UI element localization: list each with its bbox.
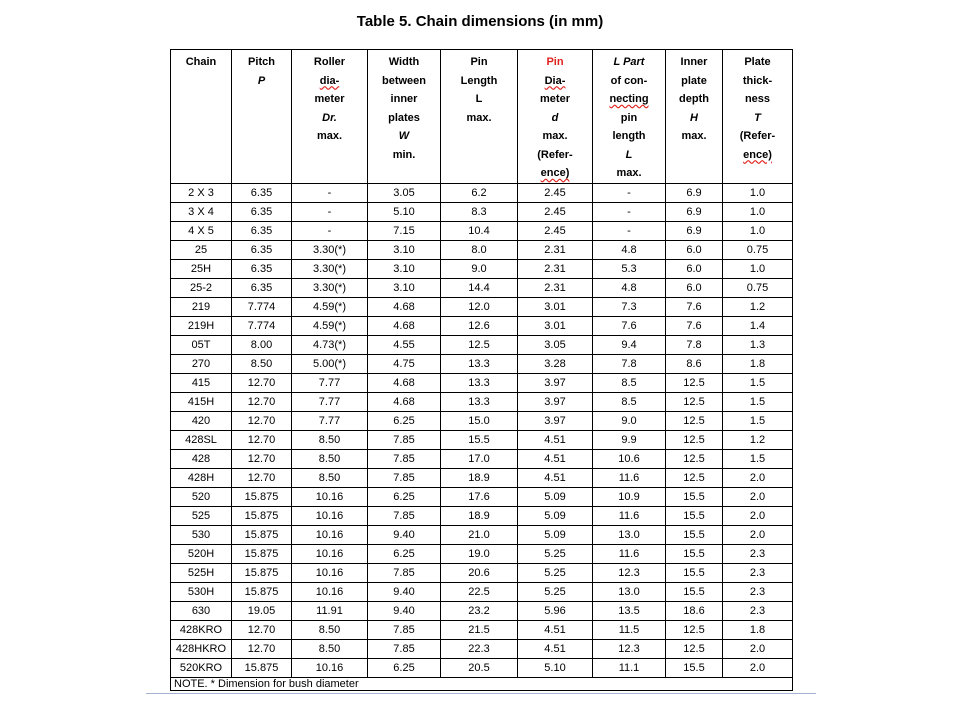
cell-pin-length: 10.4 xyxy=(441,221,518,240)
cell-plate-thickness: 2.0 xyxy=(723,525,793,544)
cell-pitch: 12.70 xyxy=(232,373,292,392)
cell-roller-diameter: 4.59(*) xyxy=(292,297,368,316)
cell-pin-length: 13.3 xyxy=(441,392,518,411)
cell-pitch: 12.70 xyxy=(232,468,292,487)
cell-plate-thickness: 0.75 xyxy=(723,278,793,297)
cell-pin-length: 6.2 xyxy=(441,183,518,202)
cell-roller-diameter: 10.16 xyxy=(292,582,368,601)
table-row xyxy=(171,335,793,354)
cell-pin-diameter: 5.10 xyxy=(518,658,593,677)
cell-l-part: 8.5 xyxy=(593,373,666,392)
table-row xyxy=(171,316,793,335)
cell-l-part: 11.5 xyxy=(593,620,666,639)
cell-l-part: 10.9 xyxy=(593,487,666,506)
table-row xyxy=(171,240,793,259)
cell-width: 7.85 xyxy=(368,563,441,582)
cell-l-part: 4.8 xyxy=(593,278,666,297)
cell-chain: 25H xyxy=(171,259,232,278)
cell-chain: 25-2 xyxy=(171,278,232,297)
cell-roller-diameter: 10.16 xyxy=(292,487,368,506)
cell-l-part: 7.6 xyxy=(593,316,666,335)
cell-plate-thickness: 1.2 xyxy=(723,297,793,316)
header-plate-thickness: Plate thick- ness T (Refer- ence) xyxy=(723,50,793,184)
cell-pin-diameter: 5.09 xyxy=(518,525,593,544)
cell-pin-length: 8.3 xyxy=(441,202,518,221)
cell-l-part: - xyxy=(593,202,666,221)
cell-inner-depth: 6.0 xyxy=(666,259,723,278)
cell-pin-length: 20.5 xyxy=(441,658,518,677)
cell-chain: 520H xyxy=(171,544,232,563)
cell-pitch: 6.35 xyxy=(232,183,292,202)
cell-pin-diameter: 4.51 xyxy=(518,430,593,449)
cell-plate-thickness: 0.75 xyxy=(723,240,793,259)
cell-pin-length: 17.0 xyxy=(441,449,518,468)
cell-pitch: 12.70 xyxy=(232,449,292,468)
cell-width: 7.15 xyxy=(368,221,441,240)
cell-pin-length: 17.6 xyxy=(441,487,518,506)
cell-chain: 525 xyxy=(171,506,232,525)
cell-roller-diameter: 8.50 xyxy=(292,639,368,658)
cell-chain: 420 xyxy=(171,411,232,430)
cell-pin-length: 13.3 xyxy=(441,354,518,373)
cell-l-part: - xyxy=(593,183,666,202)
cell-width: 4.68 xyxy=(368,316,441,335)
cell-l-part: 11.6 xyxy=(593,506,666,525)
chain-dimensions-table xyxy=(170,49,793,691)
cell-inner-depth: 15.5 xyxy=(666,506,723,525)
cell-pin-diameter: 3.01 xyxy=(518,297,593,316)
cell-l-part: 12.3 xyxy=(593,639,666,658)
cell-plate-thickness: 2.0 xyxy=(723,468,793,487)
cell-width: 7.85 xyxy=(368,639,441,658)
table-row xyxy=(171,354,793,373)
cell-pin-length: 13.3 xyxy=(441,373,518,392)
cell-inner-depth: 12.5 xyxy=(666,430,723,449)
cell-roller-diameter: 10.16 xyxy=(292,658,368,677)
cell-inner-depth: 8.6 xyxy=(666,354,723,373)
table-row xyxy=(171,506,793,525)
cell-pin-diameter: 2.45 xyxy=(518,221,593,240)
cell-pitch: 12.70 xyxy=(232,411,292,430)
cell-l-part: - xyxy=(593,221,666,240)
cell-roller-diameter: - xyxy=(292,202,368,221)
cell-plate-thickness: 2.0 xyxy=(723,639,793,658)
cell-width: 4.55 xyxy=(368,335,441,354)
table-row xyxy=(171,487,793,506)
header-pin-diameter: Pin Dia- meter d max. (Refer- ence) xyxy=(518,50,593,184)
note-row xyxy=(171,677,793,690)
cell-roller-diameter: 11.91 xyxy=(292,601,368,620)
header-chain: Chain xyxy=(171,50,232,184)
table-row xyxy=(171,639,793,658)
cell-pitch: 15.875 xyxy=(232,506,292,525)
table-note: NOTE. * Dimension for bush diameter xyxy=(171,677,793,690)
cell-plate-thickness: 2.0 xyxy=(723,658,793,677)
cell-pitch: 6.35 xyxy=(232,259,292,278)
cell-width: 6.25 xyxy=(368,544,441,563)
cell-pin-diameter: 2.31 xyxy=(518,240,593,259)
cell-plate-thickness: 1.5 xyxy=(723,392,793,411)
cell-inner-depth: 15.5 xyxy=(666,544,723,563)
cell-pin-length: 12.6 xyxy=(441,316,518,335)
cell-plate-thickness: 1.4 xyxy=(723,316,793,335)
cell-l-part: 11.6 xyxy=(593,468,666,487)
cell-pin-length: 9.0 xyxy=(441,259,518,278)
cell-chain: 415H xyxy=(171,392,232,411)
cell-l-part: 9.4 xyxy=(593,335,666,354)
table-row xyxy=(171,658,793,677)
cell-plate-thickness: 1.5 xyxy=(723,373,793,392)
cell-inner-depth: 12.5 xyxy=(666,620,723,639)
cell-pin-length: 23.2 xyxy=(441,601,518,620)
cell-inner-depth: 12.5 xyxy=(666,373,723,392)
cell-pitch: 6.35 xyxy=(232,240,292,259)
cell-inner-depth: 6.9 xyxy=(666,221,723,240)
cell-pitch: 6.35 xyxy=(232,278,292,297)
cell-width: 6.25 xyxy=(368,411,441,430)
cell-chain: 428H xyxy=(171,468,232,487)
cell-plate-thickness: 1.0 xyxy=(723,202,793,221)
cell-plate-thickness: 1.5 xyxy=(723,449,793,468)
cell-roller-diameter: 3.30(*) xyxy=(292,278,368,297)
cell-roller-diameter: 10.16 xyxy=(292,525,368,544)
cell-roller-diameter: 3.30(*) xyxy=(292,240,368,259)
cell-pitch: 6.35 xyxy=(232,221,292,240)
cell-plate-thickness: 1.2 xyxy=(723,430,793,449)
cell-pin-diameter: 3.05 xyxy=(518,335,593,354)
cell-inner-depth: 7.8 xyxy=(666,335,723,354)
cell-pin-diameter: 5.25 xyxy=(518,544,593,563)
cell-inner-depth: 18.6 xyxy=(666,601,723,620)
cell-chain: 630 xyxy=(171,601,232,620)
cell-pitch: 12.70 xyxy=(232,620,292,639)
cell-chain: 415 xyxy=(171,373,232,392)
table-row xyxy=(171,620,793,639)
cell-l-part: 7.8 xyxy=(593,354,666,373)
cell-plate-thickness: 1.3 xyxy=(723,335,793,354)
cell-chain: 530H xyxy=(171,582,232,601)
cell-inner-depth: 12.5 xyxy=(666,411,723,430)
cell-roller-diameter: 10.16 xyxy=(292,544,368,563)
cell-pin-diameter: 2.45 xyxy=(518,202,593,221)
header-inner-plate-depth: Inner plate depth H max. xyxy=(666,50,723,184)
cell-pin-length: 15.5 xyxy=(441,430,518,449)
cell-pin-diameter: 3.01 xyxy=(518,316,593,335)
table-row xyxy=(171,202,793,221)
table-row xyxy=(171,392,793,411)
cell-width: 7.85 xyxy=(368,506,441,525)
cell-inner-depth: 6.9 xyxy=(666,183,723,202)
cell-plate-thickness: 1.8 xyxy=(723,354,793,373)
cell-pin-diameter: 2.31 xyxy=(518,278,593,297)
cell-pitch: 19.05 xyxy=(232,601,292,620)
table-row xyxy=(171,373,793,392)
cell-plate-thickness: 2.3 xyxy=(723,544,793,563)
cell-l-part: 8.5 xyxy=(593,392,666,411)
cell-pitch: 15.875 xyxy=(232,544,292,563)
cell-chain: 428 xyxy=(171,449,232,468)
header-pin-length: Pin Length L max. xyxy=(441,50,518,184)
cell-plate-thickness: 1.8 xyxy=(723,620,793,639)
table-row xyxy=(171,221,793,240)
table-row xyxy=(171,259,793,278)
cell-roller-diameter: 8.50 xyxy=(292,430,368,449)
header-width-between-plates: Width between inner plates W min. xyxy=(368,50,441,184)
cell-pin-diameter: 4.51 xyxy=(518,468,593,487)
cell-roller-diameter: 10.16 xyxy=(292,506,368,525)
cell-pitch: 12.70 xyxy=(232,430,292,449)
cell-plate-thickness: 1.0 xyxy=(723,259,793,278)
cell-chain: 4 X 5 xyxy=(171,221,232,240)
cell-l-part: 4.8 xyxy=(593,240,666,259)
cell-width: 3.10 xyxy=(368,259,441,278)
cell-pin-diameter: 2.45 xyxy=(518,183,593,202)
cell-l-part: 10.6 xyxy=(593,449,666,468)
cell-width: 4.68 xyxy=(368,297,441,316)
cell-chain: 270 xyxy=(171,354,232,373)
cell-chain: 2 X 3 xyxy=(171,183,232,202)
cell-pin-length: 22.5 xyxy=(441,582,518,601)
cell-inner-depth: 15.5 xyxy=(666,658,723,677)
table-row xyxy=(171,582,793,601)
cell-roller-diameter: 8.50 xyxy=(292,449,368,468)
cell-pin-length: 22.3 xyxy=(441,639,518,658)
cell-inner-depth: 6.0 xyxy=(666,278,723,297)
cell-width: 7.85 xyxy=(368,449,441,468)
cell-inner-depth: 15.5 xyxy=(666,563,723,582)
cell-pitch: 15.875 xyxy=(232,563,292,582)
cell-width: 9.40 xyxy=(368,525,441,544)
cell-width: 6.25 xyxy=(368,487,441,506)
cell-pitch: 15.875 xyxy=(232,487,292,506)
cell-l-part: 5.3 xyxy=(593,259,666,278)
table-row xyxy=(171,601,793,620)
header-row xyxy=(171,50,793,184)
cell-chain: 219 xyxy=(171,297,232,316)
cell-pin-length: 12.5 xyxy=(441,335,518,354)
cell-pin-diameter: 4.51 xyxy=(518,449,593,468)
cell-chain: 525H xyxy=(171,563,232,582)
table-row xyxy=(171,449,793,468)
cell-roller-diameter: 4.73(*) xyxy=(292,335,368,354)
cell-pin-diameter: 5.25 xyxy=(518,563,593,582)
cell-l-part: 11.1 xyxy=(593,658,666,677)
cell-inner-depth: 12.5 xyxy=(666,449,723,468)
cell-l-part: 9.0 xyxy=(593,411,666,430)
cell-roller-diameter: 5.00(*) xyxy=(292,354,368,373)
cell-pitch: 8.50 xyxy=(232,354,292,373)
cell-inner-depth: 7.6 xyxy=(666,297,723,316)
cell-width: 7.85 xyxy=(368,430,441,449)
cell-pin-length: 8.0 xyxy=(441,240,518,259)
cell-width: 4.75 xyxy=(368,354,441,373)
cell-inner-depth: 15.5 xyxy=(666,487,723,506)
cell-pitch: 15.875 xyxy=(232,658,292,677)
cell-pitch: 8.00 xyxy=(232,335,292,354)
table-row xyxy=(171,297,793,316)
bottom-rule xyxy=(146,693,816,694)
cell-pin-length: 18.9 xyxy=(441,468,518,487)
cell-chain: 25 xyxy=(171,240,232,259)
cell-l-part: 13.0 xyxy=(593,525,666,544)
cell-width: 6.25 xyxy=(368,658,441,677)
cell-pitch: 12.70 xyxy=(232,639,292,658)
cell-width: 7.85 xyxy=(368,620,441,639)
cell-chain: 428SL xyxy=(171,430,232,449)
cell-pin-length: 21.5 xyxy=(441,620,518,639)
cell-chain: 530 xyxy=(171,525,232,544)
cell-chain: 428KRO xyxy=(171,620,232,639)
cell-roller-diameter: 7.77 xyxy=(292,373,368,392)
table-row xyxy=(171,563,793,582)
table-title: Table 5. Chain dimensions (in mm) xyxy=(356,13,604,30)
cell-pitch: 7.774 xyxy=(232,316,292,335)
cell-chain: 219H xyxy=(171,316,232,335)
cell-roller-diameter: 7.77 xyxy=(292,411,368,430)
cell-width: 9.40 xyxy=(368,601,441,620)
cell-chain: 520KRO xyxy=(171,658,232,677)
cell-roller-diameter: 7.77 xyxy=(292,392,368,411)
cell-pin-diameter: 5.25 xyxy=(518,582,593,601)
cell-pin-diameter: 2.31 xyxy=(518,259,593,278)
cell-width: 4.68 xyxy=(368,373,441,392)
cell-roller-diameter: - xyxy=(292,183,368,202)
cell-inner-depth: 15.5 xyxy=(666,582,723,601)
cell-pin-length: 19.0 xyxy=(441,544,518,563)
table-row xyxy=(171,278,793,297)
cell-inner-depth: 12.5 xyxy=(666,392,723,411)
cell-roller-diameter: 4.59(*) xyxy=(292,316,368,335)
cell-pin-diameter: 5.09 xyxy=(518,506,593,525)
cell-pin-length: 12.0 xyxy=(441,297,518,316)
cell-roller-diameter: 10.16 xyxy=(292,563,368,582)
header-roller-diameter: Roller dia- meter Dr. max. xyxy=(292,50,368,184)
cell-chain: 520 xyxy=(171,487,232,506)
cell-pin-length: 15.0 xyxy=(441,411,518,430)
cell-roller-diameter: 3.30(*) xyxy=(292,259,368,278)
cell-pin-diameter: 5.09 xyxy=(518,487,593,506)
cell-l-part: 11.6 xyxy=(593,544,666,563)
cell-width: 9.40 xyxy=(368,582,441,601)
cell-plate-thickness: 2.3 xyxy=(723,563,793,582)
header-l-part: L Part of con- necting pin length L max. xyxy=(593,50,666,184)
cell-pitch: 6.35 xyxy=(232,202,292,221)
cell-width: 4.68 xyxy=(368,392,441,411)
cell-inner-depth: 7.6 xyxy=(666,316,723,335)
cell-pitch: 7.774 xyxy=(232,297,292,316)
cell-width: 3.05 xyxy=(368,183,441,202)
cell-inner-depth: 6.0 xyxy=(666,240,723,259)
table-row xyxy=(171,183,793,202)
cell-width: 7.85 xyxy=(368,468,441,487)
table-row xyxy=(171,544,793,563)
cell-inner-depth: 6.9 xyxy=(666,202,723,221)
cell-width: 3.10 xyxy=(368,240,441,259)
cell-pin-length: 18.9 xyxy=(441,506,518,525)
cell-pin-diameter: 5.96 xyxy=(518,601,593,620)
cell-chain: 428HKRO xyxy=(171,639,232,658)
cell-roller-diameter: 8.50 xyxy=(292,620,368,639)
cell-inner-depth: 12.5 xyxy=(666,468,723,487)
header-pitch: Pitch P xyxy=(232,50,292,184)
cell-l-part: 12.3 xyxy=(593,563,666,582)
cell-l-part: 13.5 xyxy=(593,601,666,620)
cell-inner-depth: 15.5 xyxy=(666,525,723,544)
table-row xyxy=(171,411,793,430)
cell-pitch: 15.875 xyxy=(232,582,292,601)
cell-plate-thickness: 1.5 xyxy=(723,411,793,430)
cell-pin-length: 14.4 xyxy=(441,278,518,297)
cell-roller-diameter: 8.50 xyxy=(292,468,368,487)
cell-plate-thickness: 1.0 xyxy=(723,221,793,240)
cell-pitch: 15.875 xyxy=(232,525,292,544)
cell-width: 3.10 xyxy=(368,278,441,297)
table-row xyxy=(171,525,793,544)
cell-pin-length: 21.0 xyxy=(441,525,518,544)
cell-pin-diameter: 3.97 xyxy=(518,411,593,430)
cell-plate-thickness: 2.3 xyxy=(723,601,793,620)
cell-pin-length: 20.6 xyxy=(441,563,518,582)
cell-plate-thickness: 2.3 xyxy=(723,582,793,601)
table-row xyxy=(171,430,793,449)
cell-pin-diameter: 3.97 xyxy=(518,373,593,392)
cell-plate-thickness: 1.0 xyxy=(723,183,793,202)
cell-pin-diameter: 3.97 xyxy=(518,392,593,411)
cell-roller-diameter: - xyxy=(292,221,368,240)
cell-l-part: 7.3 xyxy=(593,297,666,316)
cell-plate-thickness: 2.0 xyxy=(723,487,793,506)
cell-chain: 3 X 4 xyxy=(171,202,232,221)
cell-pin-diameter: 4.51 xyxy=(518,620,593,639)
cell-pin-diameter: 4.51 xyxy=(518,639,593,658)
table-row xyxy=(171,468,793,487)
cell-chain: 05T xyxy=(171,335,232,354)
table-body xyxy=(171,183,793,677)
cell-width: 5.10 xyxy=(368,202,441,221)
cell-l-part: 13.0 xyxy=(593,582,666,601)
cell-pitch: 12.70 xyxy=(232,392,292,411)
cell-inner-depth: 12.5 xyxy=(666,639,723,658)
cell-pin-diameter: 3.28 xyxy=(518,354,593,373)
cell-plate-thickness: 2.0 xyxy=(723,506,793,525)
cell-l-part: 9.9 xyxy=(593,430,666,449)
